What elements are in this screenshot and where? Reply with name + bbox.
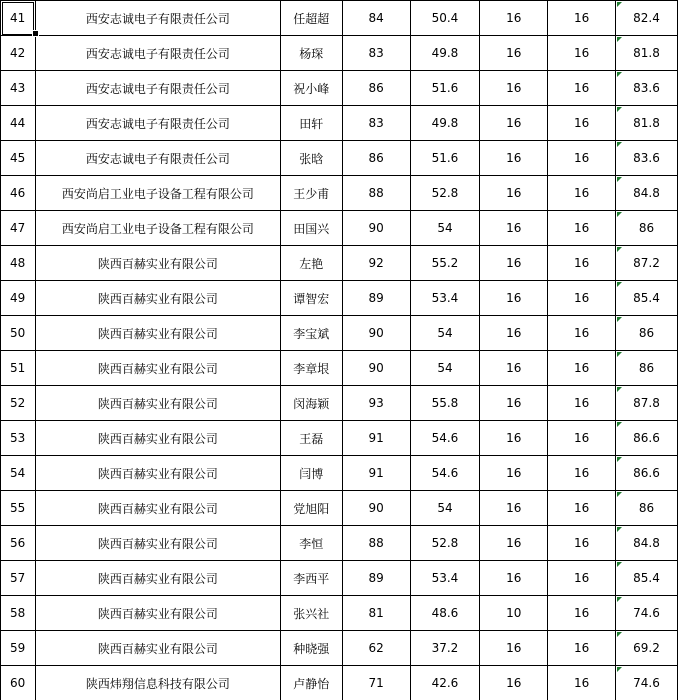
company-cell[interactable]: 西安志诚电子有限责任公司 bbox=[35, 1, 280, 36]
company-cell[interactable]: 陕西百赫实业有限公司 bbox=[35, 456, 280, 491]
table-row bbox=[1, 491, 678, 526]
total-score-cell[interactable]: 86.6 bbox=[616, 456, 678, 491]
score-cell[interactable]: 91 bbox=[342, 456, 410, 491]
weighted-score-cell[interactable]: 53.4 bbox=[410, 561, 480, 596]
person-name-cell[interactable]: 李西平 bbox=[280, 561, 342, 596]
score-b-cell[interactable]: 16 bbox=[548, 211, 616, 246]
person-name-cell[interactable]: 党旭阳 bbox=[280, 491, 342, 526]
score-cell[interactable]: 90 bbox=[342, 316, 410, 351]
score-cell[interactable]: 86 bbox=[342, 71, 410, 106]
person-name-cell[interactable]: 祝小峰 bbox=[280, 71, 342, 106]
score-a-cell[interactable]: 16 bbox=[480, 526, 548, 561]
row-index-cell[interactable]: 53 bbox=[1, 421, 36, 456]
total-score-cell[interactable]: 86 bbox=[616, 491, 678, 526]
score-a-cell[interactable]: 16 bbox=[480, 106, 548, 141]
row-index-cell[interactable]: 43 bbox=[1, 71, 36, 106]
score-cell[interactable]: 89 bbox=[342, 281, 410, 316]
weighted-score-cell[interactable]: 53.4 bbox=[410, 281, 480, 316]
table-row bbox=[1, 351, 678, 386]
score-cell[interactable]: 83 bbox=[342, 106, 410, 141]
score-a-cell[interactable]: 16 bbox=[480, 316, 548, 351]
score-a-cell[interactable]: 16 bbox=[480, 36, 548, 71]
weighted-score-cell[interactable]: 54 bbox=[410, 316, 480, 351]
total-score-cell[interactable]: 86 bbox=[616, 211, 678, 246]
score-b-cell[interactable]: 16 bbox=[548, 281, 616, 316]
row-index-cell[interactable]: 58 bbox=[1, 596, 36, 631]
company-cell[interactable]: 西安志诚电子有限责任公司 bbox=[35, 141, 280, 176]
score-b-cell[interactable]: 16 bbox=[548, 666, 616, 700]
table-row bbox=[1, 71, 678, 106]
company-cell[interactable]: 陕西百赫实业有限公司 bbox=[35, 631, 280, 666]
row-index-cell[interactable]: 51 bbox=[1, 351, 36, 386]
total-score-cell[interactable]: 84.8 bbox=[616, 176, 678, 211]
table-row bbox=[1, 666, 678, 700]
person-name-cell[interactable]: 王少甫 bbox=[280, 176, 342, 211]
weighted-score-cell[interactable]: 54.6 bbox=[410, 456, 480, 491]
weighted-score-cell[interactable]: 51.6 bbox=[410, 141, 480, 176]
score-cell[interactable]: 86 bbox=[342, 141, 410, 176]
person-name-cell[interactable]: 闵海颖 bbox=[280, 386, 342, 421]
total-score-cell[interactable]: 86.6 bbox=[616, 421, 678, 456]
company-cell[interactable]: 陕西百赫实业有限公司 bbox=[35, 351, 280, 386]
person-name-cell[interactable]: 李宝斌 bbox=[280, 316, 342, 351]
score-cell[interactable]: 83 bbox=[342, 36, 410, 71]
weighted-score-cell[interactable]: 55.2 bbox=[410, 246, 480, 281]
row-index-cell[interactable]: 56 bbox=[1, 526, 36, 561]
table-row bbox=[1, 211, 678, 246]
company-cell[interactable]: 陕西百赫实业有限公司 bbox=[35, 246, 280, 281]
total-score-cell[interactable]: 85.4 bbox=[616, 281, 678, 316]
weighted-score-cell[interactable]: 37.2 bbox=[410, 631, 480, 666]
weighted-score-cell[interactable]: 51.6 bbox=[410, 71, 480, 106]
weighted-score-cell[interactable]: 42.6 bbox=[410, 666, 480, 700]
company-cell[interactable]: 陕西百赫实业有限公司 bbox=[35, 561, 280, 596]
row-index-cell[interactable]: 50 bbox=[1, 316, 36, 351]
score-a-cell[interactable]: 16 bbox=[480, 176, 548, 211]
row-index-cell[interactable]: 57 bbox=[1, 561, 36, 596]
total-score-cell[interactable]: 81.8 bbox=[616, 36, 678, 71]
row-index-cell[interactable]: 59 bbox=[1, 631, 36, 666]
score-b-cell[interactable]: 16 bbox=[548, 561, 616, 596]
table-row bbox=[1, 456, 678, 491]
row-index-cell[interactable]: 45 bbox=[1, 141, 36, 176]
score-cell[interactable]: 81 bbox=[342, 596, 410, 631]
weighted-score-cell[interactable]: 49.8 bbox=[410, 36, 480, 71]
company-cell[interactable]: 陕西百赫实业有限公司 bbox=[35, 596, 280, 631]
person-name-cell[interactable]: 任超超 bbox=[280, 1, 342, 36]
table-row bbox=[1, 421, 678, 456]
weighted-score-cell[interactable]: 54 bbox=[410, 351, 480, 386]
company-cell[interactable]: 西安志诚电子有限责任公司 bbox=[35, 36, 280, 71]
table-row bbox=[1, 316, 678, 351]
person-name-cell[interactable]: 种晓强 bbox=[280, 631, 342, 666]
table-row bbox=[1, 526, 678, 561]
person-name-cell[interactable]: 田轩 bbox=[280, 106, 342, 141]
total-score-cell[interactable]: 85.4 bbox=[616, 561, 678, 596]
total-score-cell[interactable]: 86 bbox=[616, 316, 678, 351]
company-cell[interactable]: 陕西百赫实业有限公司 bbox=[35, 421, 280, 456]
score-a-cell[interactable]: 16 bbox=[480, 421, 548, 456]
score-cell[interactable]: 62 bbox=[342, 631, 410, 666]
score-b-cell[interactable]: 16 bbox=[548, 36, 616, 71]
score-cell[interactable]: 90 bbox=[342, 211, 410, 246]
table-row bbox=[1, 596, 678, 631]
row-index-cell[interactable]: 55 bbox=[1, 491, 36, 526]
row-index-cell[interactable]: 46 bbox=[1, 176, 36, 211]
company-cell[interactable]: 陕西百赫实业有限公司 bbox=[35, 526, 280, 561]
table-row bbox=[1, 141, 678, 176]
row-index-cell[interactable]: 42 bbox=[1, 36, 36, 71]
person-name-cell[interactable]: 田国兴 bbox=[280, 211, 342, 246]
score-a-cell[interactable]: 16 bbox=[480, 141, 548, 176]
company-cell[interactable]: 陕西百赫实业有限公司 bbox=[35, 491, 280, 526]
company-cell[interactable]: 西安志诚电子有限责任公司 bbox=[35, 71, 280, 106]
weighted-score-cell[interactable]: 50.4 bbox=[410, 1, 480, 36]
score-b-cell[interactable]: 16 bbox=[548, 141, 616, 176]
weighted-score-cell[interactable]: 54.6 bbox=[410, 421, 480, 456]
score-a-cell[interactable]: 16 bbox=[480, 211, 548, 246]
row-index-cell[interactable]: 41 bbox=[1, 1, 36, 36]
score-cell[interactable]: 90 bbox=[342, 351, 410, 386]
company-cell[interactable]: 西安志诚电子有限责任公司 bbox=[35, 106, 280, 141]
weighted-score-cell[interactable]: 55.8 bbox=[410, 386, 480, 421]
score-cell[interactable]: 92 bbox=[342, 246, 410, 281]
person-name-cell[interactable]: 王磊 bbox=[280, 421, 342, 456]
score-cell[interactable]: 91 bbox=[342, 421, 410, 456]
weighted-score-cell[interactable]: 49.8 bbox=[410, 106, 480, 141]
person-name-cell[interactable]: 李恒 bbox=[280, 526, 342, 561]
score-b-cell[interactable]: 16 bbox=[548, 491, 616, 526]
weighted-score-cell[interactable]: 52.8 bbox=[410, 526, 480, 561]
person-name-cell[interactable]: 李章垠 bbox=[280, 351, 342, 386]
total-score-cell[interactable]: 83.6 bbox=[616, 141, 678, 176]
table-row bbox=[1, 106, 678, 141]
row-index-cell[interactable]: 54 bbox=[1, 456, 36, 491]
score-a-cell[interactable]: 16 bbox=[480, 561, 548, 596]
score-cell[interactable]: 88 bbox=[342, 526, 410, 561]
score-a-cell[interactable]: 16 bbox=[480, 281, 548, 316]
total-score-cell[interactable]: 81.8 bbox=[616, 106, 678, 141]
weighted-score-cell[interactable]: 52.8 bbox=[410, 176, 480, 211]
score-b-cell[interactable]: 16 bbox=[548, 106, 616, 141]
score-a-cell[interactable]: 16 bbox=[480, 666, 548, 700]
score-cell[interactable]: 89 bbox=[342, 561, 410, 596]
score-a-cell[interactable]: 16 bbox=[480, 491, 548, 526]
row-index-cell[interactable]: 47 bbox=[1, 211, 36, 246]
score-cell[interactable]: 88 bbox=[342, 176, 410, 211]
score-b-cell[interactable]: 16 bbox=[548, 421, 616, 456]
score-a-cell[interactable]: 16 bbox=[480, 1, 548, 36]
company-cell[interactable]: 西安尚启工业电子设备工程有限公司 bbox=[35, 176, 280, 211]
weighted-score-cell[interactable]: 54 bbox=[410, 211, 480, 246]
score-b-cell[interactable]: 16 bbox=[548, 71, 616, 106]
total-score-cell[interactable]: 82.4 bbox=[616, 1, 678, 36]
score-a-cell[interactable]: 16 bbox=[480, 631, 548, 666]
table-row bbox=[1, 36, 678, 71]
person-name-cell[interactable]: 左艳 bbox=[280, 246, 342, 281]
person-name-cell[interactable]: 闫博 bbox=[280, 456, 342, 491]
score-cell[interactable]: 90 bbox=[342, 491, 410, 526]
total-score-cell[interactable]: 69.2 bbox=[616, 631, 678, 666]
person-name-cell[interactable]: 卢静怡 bbox=[280, 666, 342, 700]
company-cell[interactable]: 陕西百赫实业有限公司 bbox=[35, 386, 280, 421]
score-b-cell[interactable]: 16 bbox=[548, 596, 616, 631]
score-cell[interactable]: 93 bbox=[342, 386, 410, 421]
table-row bbox=[1, 386, 678, 421]
table-row bbox=[1, 176, 678, 211]
company-cell[interactable]: 陕西百赫实业有限公司 bbox=[35, 316, 280, 351]
total-score-cell[interactable]: 86 bbox=[616, 351, 678, 386]
row-index-cell[interactable]: 60 bbox=[1, 666, 36, 700]
score-b-cell[interactable]: 16 bbox=[548, 631, 616, 666]
weighted-score-cell[interactable]: 48.6 bbox=[410, 596, 480, 631]
row-index-cell[interactable]: 49 bbox=[1, 281, 36, 316]
company-cell[interactable]: 陕西炜翔信息科技有限公司 bbox=[35, 666, 280, 700]
total-score-cell[interactable]: 83.6 bbox=[616, 71, 678, 106]
score-b-cell[interactable]: 16 bbox=[548, 351, 616, 386]
total-score-cell[interactable]: 87.8 bbox=[616, 386, 678, 421]
score-b-cell[interactable]: 16 bbox=[548, 316, 616, 351]
table-row bbox=[1, 281, 678, 316]
person-name-cell[interactable]: 杨琛 bbox=[280, 36, 342, 71]
score-b-cell[interactable]: 16 bbox=[548, 176, 616, 211]
score-b-cell[interactable]: 16 bbox=[548, 1, 616, 36]
score-cell[interactable]: 71 bbox=[342, 666, 410, 700]
person-name-cell[interactable]: 谭智宏 bbox=[280, 281, 342, 316]
score-a-cell[interactable]: 16 bbox=[480, 351, 548, 386]
score-b-cell[interactable]: 16 bbox=[548, 526, 616, 561]
score-a-cell[interactable]: 16 bbox=[480, 71, 548, 106]
table-row bbox=[1, 246, 678, 281]
score-cell[interactable]: 84 bbox=[342, 1, 410, 36]
score-a-cell[interactable]: 16 bbox=[480, 456, 548, 491]
person-name-cell[interactable]: 张晗 bbox=[280, 141, 342, 176]
table-row bbox=[1, 1, 678, 36]
table-row bbox=[1, 561, 678, 596]
total-score-cell[interactable]: 87.2 bbox=[616, 246, 678, 281]
person-name-cell[interactable]: 张兴社 bbox=[280, 596, 342, 631]
total-score-cell[interactable]: 84.8 bbox=[616, 526, 678, 561]
total-score-cell[interactable]: 74.6 bbox=[616, 596, 678, 631]
score-a-cell[interactable]: 10 bbox=[480, 596, 548, 631]
score-b-cell[interactable]: 16 bbox=[548, 386, 616, 421]
score-b-cell[interactable]: 16 bbox=[548, 456, 616, 491]
company-cell[interactable]: 西安尚启工业电子设备工程有限公司 bbox=[35, 211, 280, 246]
table-row bbox=[1, 631, 678, 666]
row-index-cell[interactable]: 44 bbox=[1, 106, 36, 141]
total-score-cell[interactable]: 74.6 bbox=[616, 666, 678, 700]
row-index-cell[interactable]: 52 bbox=[1, 386, 36, 421]
selection-fill-handle[interactable] bbox=[32, 30, 39, 37]
row-index-cell[interactable]: 48 bbox=[1, 246, 36, 281]
score-a-cell[interactable]: 16 bbox=[480, 246, 548, 281]
score-b-cell[interactable]: 16 bbox=[548, 246, 616, 281]
score-a-cell[interactable]: 16 bbox=[480, 386, 548, 421]
company-cell[interactable]: 陕西百赫实业有限公司 bbox=[35, 281, 280, 316]
weighted-score-cell[interactable]: 54 bbox=[410, 491, 480, 526]
